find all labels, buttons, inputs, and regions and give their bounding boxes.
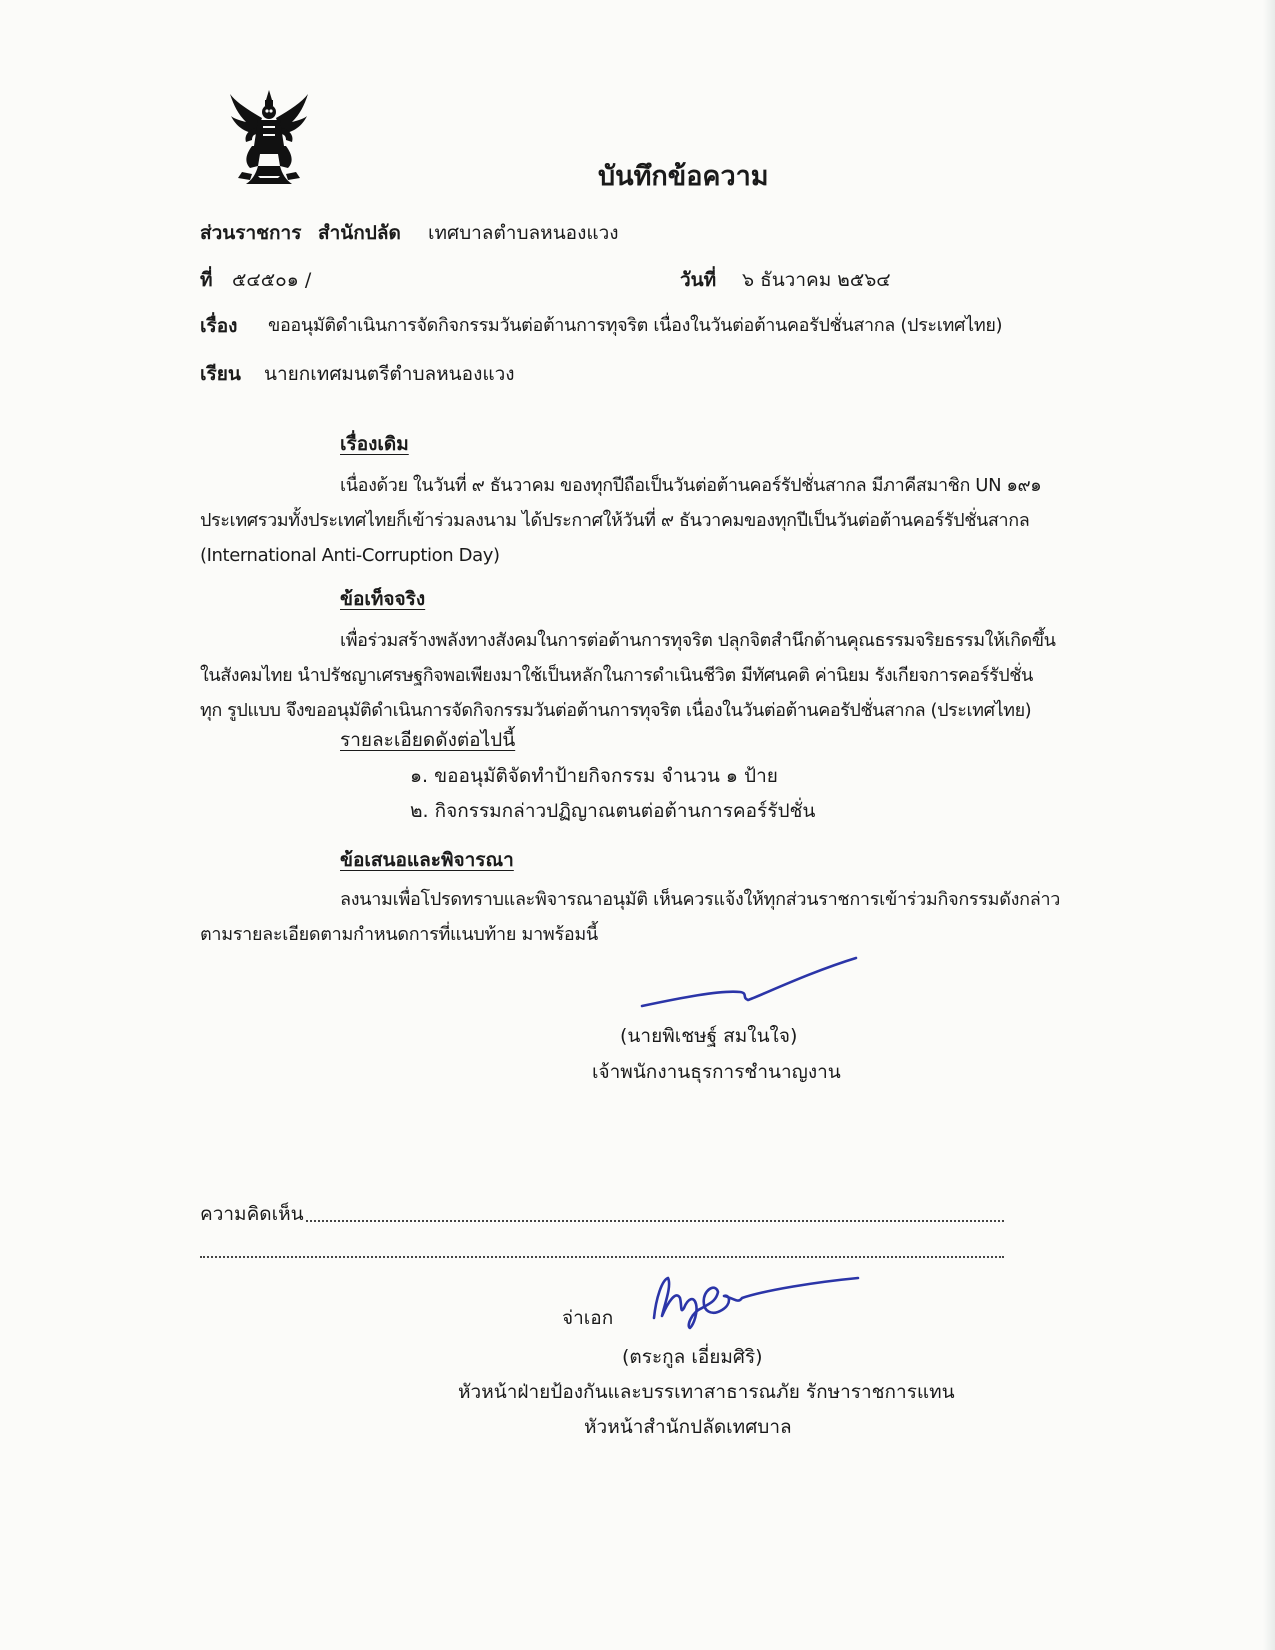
paragraph-line: ตามรายละเอียดตามกำหนดการที่แนบท้าย มาพร้อมนี้ — [200, 924, 598, 945]
ref-value: ๕๔๕๐๑ / — [232, 269, 312, 291]
proposal-paragraph — [200, 882, 1125, 952]
page-edge — [1263, 0, 1275, 1650]
paragraph-line: เนื่องด้วย ในวันที่ ๙ ธันวาคม ของทุกปีถือเป็นวันต่อต้านคอร์รัปชั่นสากล มีภาคีสมาชิก UN ๑๙๑ — [340, 475, 1042, 496]
signer2-position-line1: หัวหน้าฝ่ายป้องกันและบรรเทาสาธารณภัย รักษาราชการแทน — [458, 1381, 955, 1403]
subject-label: เรื่อง — [200, 315, 238, 337]
paragraph-line: เพื่อร่วมสร้างพลังทางสังคมในการต่อต้านการทุจริต ปลุกจิตสำนึกด้านคุณธรรมจริยธรรมให้เกิดขึ้น — [340, 630, 1056, 651]
signature-mark — [646, 1268, 862, 1338]
details-heading: รายละเอียดดังต่อไปนี้ — [340, 729, 516, 751]
to-value: นายกเทศมนตรีตำบลหนองแวง — [264, 363, 515, 385]
date-value: ๖ ธันวาคม ๒๕๖๔ — [742, 269, 891, 291]
signer1-position: เจ้าพนักงานธุรการชำนาญงาน — [592, 1061, 841, 1083]
signature-mark — [640, 950, 860, 1010]
garuda-emblem-icon — [228, 88, 310, 188]
paragraph-line: ทุก รูปแบบ จึงขออนุมัติดำเนินการจัดกิจกรรมวันต่อต้านการทุจริต เนื่องในวันต่อต้านคอรัปชั่นสากล (ประเทศไทย) — [200, 700, 1032, 721]
signer2-rank: จ่าเอก — [562, 1307, 614, 1329]
facts-heading: ข้อเท็จจริง — [340, 588, 426, 610]
opinion-label: ความคิดเห็น — [200, 1203, 304, 1225]
background-paragraph — [200, 468, 1125, 573]
proposal-heading: ข้อเสนอและพิจารณา — [340, 849, 514, 871]
signer2-position-line2: หัวหน้าสำนักปลัดเทศบาล — [584, 1416, 792, 1438]
signer1-name: (นายพิเชษฐ์ สมในใจ) — [620, 1025, 798, 1047]
background-heading: เรื่องเดิม — [340, 433, 409, 455]
facts-paragraph — [200, 623, 1125, 728]
ref-label: ที่ — [200, 269, 213, 291]
signer2-name: (ตระกูล เอี่ยมศิริ) — [622, 1346, 763, 1368]
opinion-dotted-line — [306, 1220, 1004, 1222]
memo-title: บันทึกข้อความ — [598, 161, 769, 192]
agency-office: สำนักปลัด — [318, 222, 401, 244]
list-item: ๒. กิจกรรมกล่าวปฏิญาณตนต่อต้านการคอร์รัปชั่น — [410, 800, 816, 822]
agency-label: ส่วนราชการ — [200, 222, 302, 244]
paragraph-line: (International Anti-Corruption Day) — [200, 545, 500, 566]
date-label: วันที่ — [680, 269, 717, 291]
paragraph-line: ในสังคมไทย นำปรัชญาเศรษฐกิจพอเพียงมาใช้เป็นหลักในการดำเนินชีวิต มีทัศนคติ ค่านิยม รังเกียจการคอร์รัปชั่น — [200, 665, 1033, 686]
agency-name: เทศบาลตำบลหนองแวง — [428, 222, 619, 244]
to-label: เรียน — [200, 363, 241, 385]
subject-value: ขออนุมัติดำเนินการจัดกิจกรรมวันต่อต้านการทุจริต เนื่องในวันต่อต้านคอรัปชั่นสากล (ประเทศไทย) — [268, 315, 1003, 336]
opinion-dotted-line — [200, 1256, 1004, 1258]
paragraph-line: ประเทศรวมทั้งประเทศไทยก็เข้าร่วมลงนาม ได้ประกาศให้วันที่ ๙ ธันวาคมของทุกปีเป็นวันต่อต้านคอร์รัปชั่นสากล — [200, 510, 1030, 531]
list-item: ๑. ขออนุมัติจัดทำป้ายกิจกรรม จำนวน ๑ ป้าย — [410, 765, 778, 787]
paragraph-line: ลงนามเพื่อโปรดทราบและพิจารณาอนุมัติ เห็นควรแจ้งให้ทุกส่วนราชการเข้าร่วมกิจกรรมดังกล่าว — [340, 889, 1061, 910]
